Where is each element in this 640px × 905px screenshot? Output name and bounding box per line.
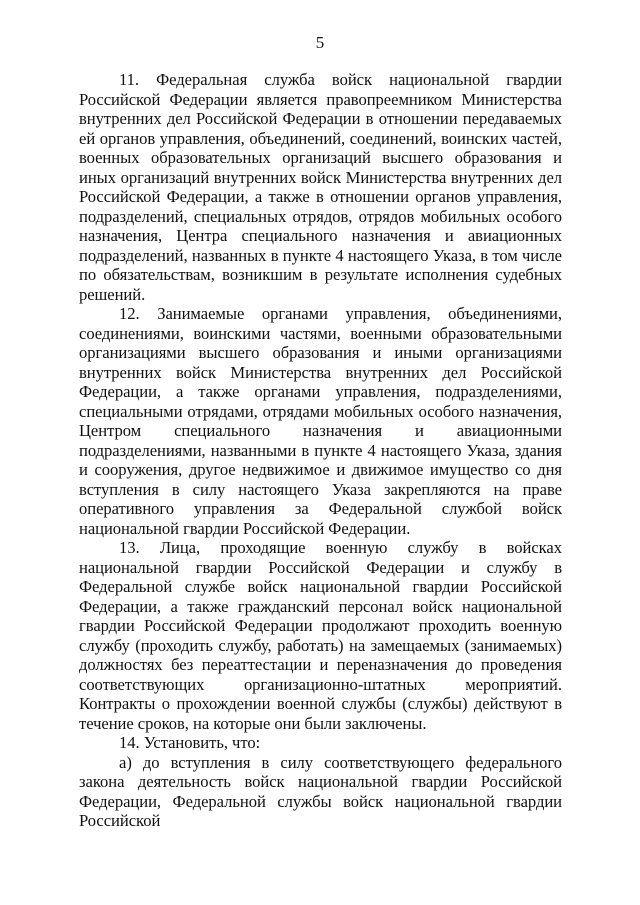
paragraph-13: 13. Лица, проходящие военную службу в войсках национальной гвардии Российской Федерации и службу в Федеральной службе войск национальной гвардии Российской Федерации, а также гражданский персонал войск национальной гвардии Российской Федерации продолжают проходить военную службу (проходить службу, работать) на замещаемых (занимаемых) должностях без переаттестации и переназначения до проведения соответствующих организационно-штатных мероприятий. Контракты о прохождении военной службы (службы) действуют в течение сроков, на которые они были заключены.	[79, 538, 562, 733]
paragraph-14a: а) до вступления в силу соответствующего федерального закона деятельность войск национальной гвардии Российской Федерации, Федеральной службы войск национальной гвардии Российской	[79, 752, 562, 830]
paragraph-11: 11. Федеральная служба войск национальной гвардии Российской Федерации является правопреемником Министерства внутренних дел Российской Федерации в отношении передаваемых ей органов управления, объединений, соединений, воинских частей, военных образовательных организаций высшего образования и иных организаций внутренних войск Министерства внутренних дел Российской Федерации, а также в отношении органов управления, подразделений, специальных отрядов, отрядов мобильных особого назначения, Центра специального назначения и авиационных подразделений, названных в пункте 4 настоящего Указа, в том числе по обязательствам, возникшим в результате исполнения судебных решений.	[79, 70, 562, 304]
paragraph-12: 12. Занимаемые органами управления, объединениями, соединениями, воинскими частями, военными образовательными организациями высшего образования и иными организациями внутренних войск Министерства внутренних дел Российской Федерации, а также органами управления, подразделениями, специальными отрядами, отрядами мобильных особого назначения, Центром специального назначения и авиационными подразделениями, названными в пункте 4 настоящего Указа, здания и сооружения, другое недвижимое и движимое имущество со дня вступления в силу настоящего Указа закрепляются на праве оперативного управления за Федеральной службой войск национальной гвардии Российской Федерации.	[79, 304, 562, 538]
document-body	[79, 70, 562, 831]
page-number: 5	[315, 33, 325, 52]
paragraph-14: 14. Установить, что:	[119, 733, 261, 752]
